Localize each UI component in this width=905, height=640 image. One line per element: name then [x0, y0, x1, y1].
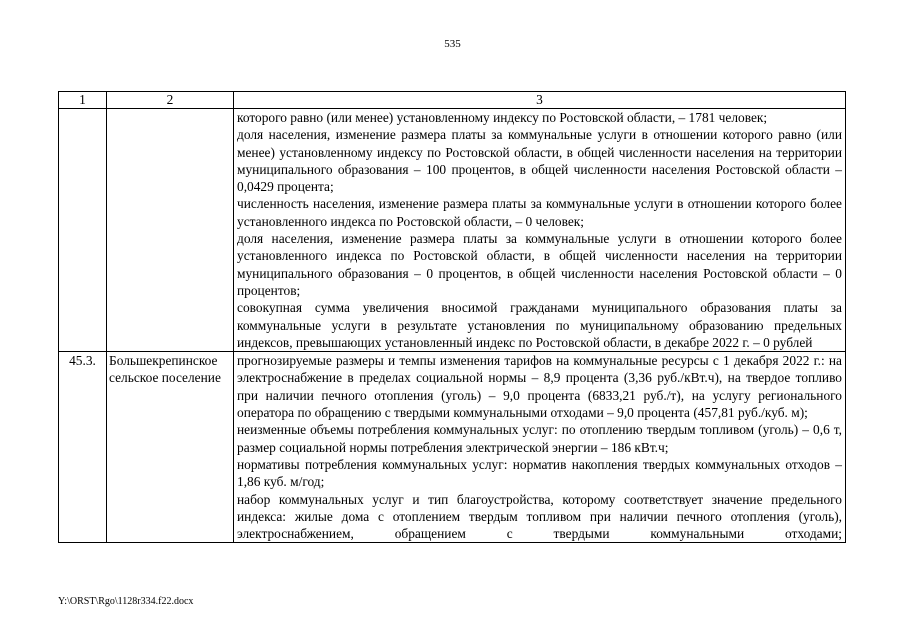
paragraph: численность населения, изменение размера платы за коммунальные услуги в отношении которого более установленного индекса по Ростовской области, – 0 человек;	[237, 196, 842, 229]
footer-file-path: Y:\ORST\Rgo\1128r334.f22.docx	[58, 596, 194, 607]
document-table	[58, 91, 846, 543]
page-number: 535	[444, 38, 461, 50]
paragraph: набор коммунальных услуг и тип благоустройства, которому соответствует значение предельного индекса: жилые дома с отоплением твердым топливом при наличии печного отопления (уголь), электроснабжением, обращением с твердыми коммунальными отходами;	[237, 491, 842, 542]
paragraph: совокупная сумма увеличения вносимой гражданами муниципального образования платы за коммунальные услуги в результате установления по муниципальному образованию предельных индексов, превышающих установленный индекс по Ростовской области, в декабре 2022 г. – 0 рублей	[237, 300, 842, 350]
table-row-45-3	[59, 352, 846, 543]
paragraph: прогнозируемые размеры и темпы изменения тарифов на коммунальные ресурсы с 1 декабря 2022 г.: на электроснабжение в пределах социальной нормы – 8,9 процента (3,36 руб./кВт.ч), на твердое топливо при наличии печного отопления (уголь) – 9,0 процента (6833,21 руб./т), на услугу регионального оператора по обращению с твердыми коммунальными отходами – 9,0 процента (457,81 руб./куб. м);	[237, 353, 842, 421]
header-cell-2: 2	[107, 92, 234, 109]
header-cell-3: 3	[234, 92, 846, 109]
table-header-row	[59, 92, 846, 109]
row-name-cell	[107, 109, 234, 352]
table-row-continuation	[59, 109, 846, 352]
row-name-cell: Большекрепинское сельское поселение	[107, 352, 234, 543]
paragraph: которого равно (или менее) установленному индексу по Ростовской области, – 1781 человек;	[237, 110, 768, 125]
paragraph: нормативы потребления коммунальных услуг: норматив накопления твердых коммунальных отходов – 1,86 куб. м/год;	[237, 456, 842, 490]
row-content-cell	[234, 109, 846, 352]
paragraph: доля населения, изменение размера платы за коммунальные услуги в отношении которого более установленного индекса по Ростовской области, в общей численности населения на территории муниципального образования – 0 процентов, в общей численности населения Ростовской области – 0 процентов;	[237, 231, 842, 298]
row-number-cell	[59, 109, 107, 352]
paragraph: доля населения, изменение размера платы за коммунальные услуги в отношении которого равно (или менее) установленному индексу по Ростовской области, в общей численности населения на территории муниципального образования – 100 процентов, в общей численности населения Ростовской области – 0,0429 процента;	[237, 127, 842, 195]
paragraph: неизменные объемы потребления коммунальных услуг: по отоплению твердым топливом (уголь) – 0,6 т, размер социальной нормы потребления электрической энергии – 186 кВт.ч;	[237, 422, 842, 455]
row-number-cell: 45.3.	[59, 352, 107, 543]
header-cell-1: 1	[59, 92, 107, 109]
row-content-cell	[234, 352, 846, 543]
